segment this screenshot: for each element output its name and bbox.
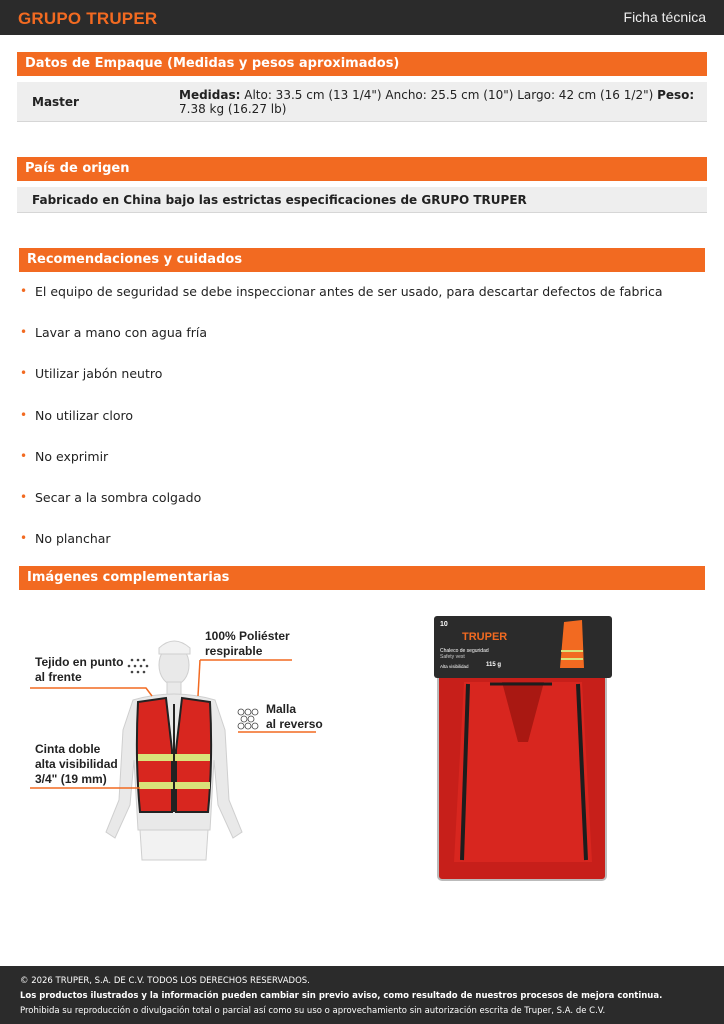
bullet-icon: • <box>20 366 28 381</box>
packing-row-label: Master <box>32 95 79 109</box>
list-item-text: No exprimir <box>35 448 109 464</box>
package-vest-thumbnail <box>560 620 584 668</box>
packing-measures <box>179 88 697 116</box>
callout-tape-line2: alta visibilidad <box>35 757 118 771</box>
bullet-icon: • <box>20 284 28 298</box>
callout-fabric-line2: respirable <box>205 644 263 658</box>
measures-value: Alto: 33.5 cm (13 1/4") Ancho: 25.5 cm (10") Largo: 42 cm (16 1/2") <box>240 88 658 102</box>
knit-texture-icon <box>128 659 149 674</box>
list-item <box>20 324 700 365</box>
packing-section-title: Datos de Empaque (Medidas y pesos aproximados) <box>17 52 707 76</box>
footer-notice: Los productos ilustrados y la información pueden cambiar sin previo aviso, como resultado de nuestros procesos de mejora continua. <box>20 991 663 1001</box>
footer-legal: Prohibida su reproducción o divulgación total o parcial así como su uso o aprovechamiento sin autorización escrita de Truper, S.A. de C.V. <box>20 1006 606 1016</box>
vest-graphic <box>137 698 211 812</box>
callout-tape-line1: Cinta doble <box>35 742 101 756</box>
vest-package-image[interactable] <box>432 612 614 884</box>
company-logo[interactable]: GRUPO TRUPER <box>18 9 158 28</box>
origin-row <box>17 187 707 213</box>
list-item-text: Secar a la sombra colgado <box>35 489 202 505</box>
list-item <box>20 365 700 406</box>
package-hv-label: Alta visibilidad <box>440 664 469 669</box>
list-item <box>20 489 700 530</box>
measures-label: Medidas: <box>179 88 241 102</box>
weight-label: Peso: <box>657 88 695 102</box>
list-item <box>20 448 700 489</box>
callout-mesh-line1: Malla <box>266 702 297 716</box>
callout-knit-line2: al frente <box>35 670 82 684</box>
recommendations-section-title: Recomendaciones y cuidados <box>19 248 705 272</box>
callout-mesh-line2: al reverso <box>266 717 323 731</box>
callout-tape-line3: 3/4" (19 mm) <box>35 772 107 786</box>
list-item <box>20 283 700 324</box>
package-weight: 115 g <box>486 662 502 668</box>
list-item-text: Lavar a mano con agua fría <box>35 325 208 341</box>
page-footer <box>0 966 724 1024</box>
vest-diagram-image[interactable] <box>28 620 328 870</box>
origin-section-title: País de origen <box>17 157 707 181</box>
footer-copyright: © 2026 TRUPER, S.A. DE C.V. TODOS LOS DERECHOS RESERVADOS. <box>20 976 310 986</box>
bullet-icon: • <box>20 325 28 340</box>
bullet-icon: • <box>20 448 28 463</box>
weight-value: 7.38 kg (16.27 lb) <box>179 102 287 116</box>
package-qty: 10 <box>440 621 448 628</box>
images-section-title: Imágenes complementarias <box>19 566 705 590</box>
top-bar <box>0 0 724 35</box>
package-brand: TRUPER <box>462 631 508 643</box>
bullet-icon: • <box>20 407 28 422</box>
list-item-text: No planchar <box>35 531 111 547</box>
origin-text: Fabricado en China bajo las estrictas especificaciones de GRUPO TRUPER <box>32 193 527 207</box>
package-name-es: Chaleco de seguridad <box>440 648 489 654</box>
document-type-label: Ficha técnica <box>623 9 706 25</box>
package-name-en: Safety vest <box>440 654 465 660</box>
packing-row <box>17 82 707 122</box>
bullet-icon: • <box>20 489 28 504</box>
bullet-icon: • <box>20 531 28 546</box>
list-item-text: No utilizar cloro <box>35 407 134 423</box>
mesh-texture-icon <box>238 709 258 729</box>
callout-fabric-line1: 100% Poliéster <box>205 629 290 643</box>
list-item-text: Utilizar jabón neutro <box>35 366 163 382</box>
list-item-text: El equipo de seguridad se debe inspeccionar antes de ser usado, para descartar defectos de fabrica <box>35 284 663 299</box>
callout-knit-line1: Tejido en punto <box>35 655 124 669</box>
list-item <box>20 407 700 448</box>
recommendations-list <box>20 283 700 571</box>
